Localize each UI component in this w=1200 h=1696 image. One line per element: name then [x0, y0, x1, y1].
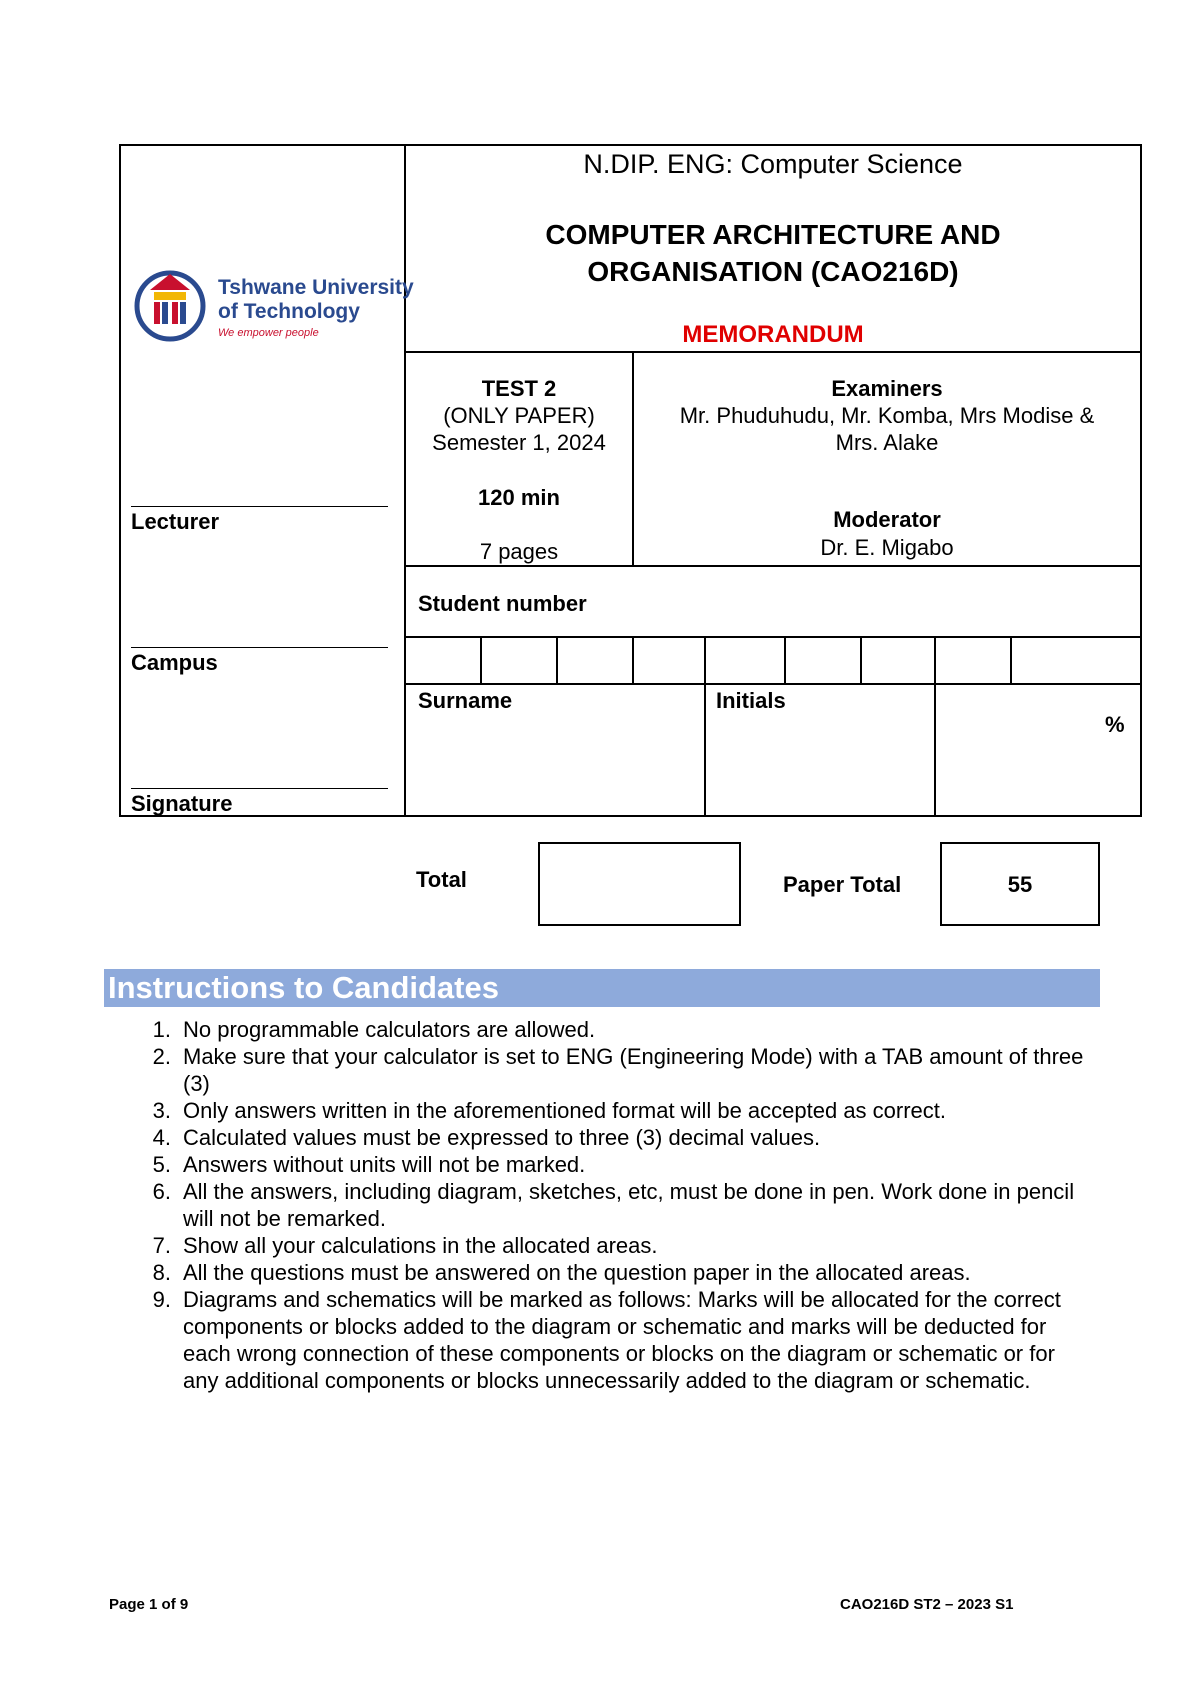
- moderator-label: Moderator: [833, 507, 941, 532]
- initials-field[interactable]: [706, 685, 934, 815]
- document-code: CAO216D ST2 – 2023 S1: [840, 1596, 1014, 1613]
- test-label: TEST 2: [481, 376, 557, 401]
- list-item: 4. Calculated values must be expressed to three (3) decimal values.: [152, 1125, 821, 1150]
- examiners-names-line2: Mrs. Alake: [835, 430, 939, 455]
- total-field[interactable]: [538, 842, 741, 926]
- pages-label: 7 pages: [479, 539, 559, 564]
- list-item: 2. Make sure that your calculator is set to ENG (Engineering Mode) with a TAB amount of three (3): [152, 1044, 1084, 1096]
- logo-name-line2: of Technology: [218, 300, 360, 323]
- list-item: 7. Show all your calculations in the allocated areas.: [152, 1233, 658, 1258]
- surname-field[interactable]: [406, 685, 704, 815]
- examiners-names-line1: Mr. Phuduhudu, Mr. Komba, Mrs Modise &: [679, 403, 1095, 428]
- university-logo: [132, 262, 414, 344]
- list-item: 6. All the answers, including diagram, sketches, etc, must be done in pen. Work done in pencil will not be remarked.: [152, 1179, 1075, 1231]
- moderator-name: Dr. E. Migabo: [820, 535, 954, 560]
- list-item: 5. Answers without units will not be marked.: [152, 1152, 586, 1177]
- instructions-title: Instructions to Candidates: [108, 970, 499, 1005]
- instructions-list: [145, 1016, 1095, 1394]
- initials-label: Initials: [716, 688, 786, 713]
- percent-field[interactable]: [936, 685, 1140, 815]
- campus-label: Campus: [131, 650, 218, 675]
- logo-tagline: We empower people: [218, 327, 319, 339]
- student-number-boxes[interactable]: [406, 638, 1140, 683]
- logo-name-line1: Tshwane University: [218, 276, 414, 299]
- examiners-label: Examiners: [831, 376, 943, 401]
- percent-symbol: %: [1105, 712, 1125, 737]
- page-number: Page 1 of 9: [109, 1596, 189, 1613]
- semester-label: Semester 1, 2024: [432, 430, 606, 455]
- programme-title: N.DIP. ENG: Computer Science: [583, 149, 963, 179]
- subject-title-line2: ORGANISATION (CAO216D): [587, 256, 959, 287]
- signature-label: Signature: [131, 791, 233, 816]
- list-item: 8. All the questions must be answered on the question paper in the allocated areas.: [152, 1260, 971, 1285]
- subject-title-line1: COMPUTER ARCHITECTURE AND: [545, 219, 1001, 250]
- memorandum-label: MEMORANDUM: [682, 321, 864, 348]
- paper-total-label: Paper Total: [783, 872, 902, 897]
- list-item: 9. Diagrams and schematics will be marked as follows: Marks will be allocated for the correct components or blocks added to the diagram or schematic and marks will be deducted for each wrong connection of these components or blocks on the diagram or schematic or for any additional components or blocks unnecessarily added to the diagram or schematic.: [152, 1287, 1061, 1393]
- list-item: 3. Only answers written in the aforementioned format will be accepted as correct.: [152, 1098, 947, 1123]
- duration-label: 120 min: [478, 485, 560, 510]
- only-paper-label: (ONLY PAPER): [443, 403, 595, 428]
- paper-total-value: 55: [1007, 872, 1033, 897]
- total-label: Total: [416, 867, 467, 892]
- surname-label: Surname: [418, 688, 513, 713]
- student-number-label: Student number: [418, 591, 587, 616]
- lecturer-label: Lecturer: [131, 509, 220, 534]
- list-item: 1. No programmable calculators are allowed.: [152, 1017, 596, 1042]
